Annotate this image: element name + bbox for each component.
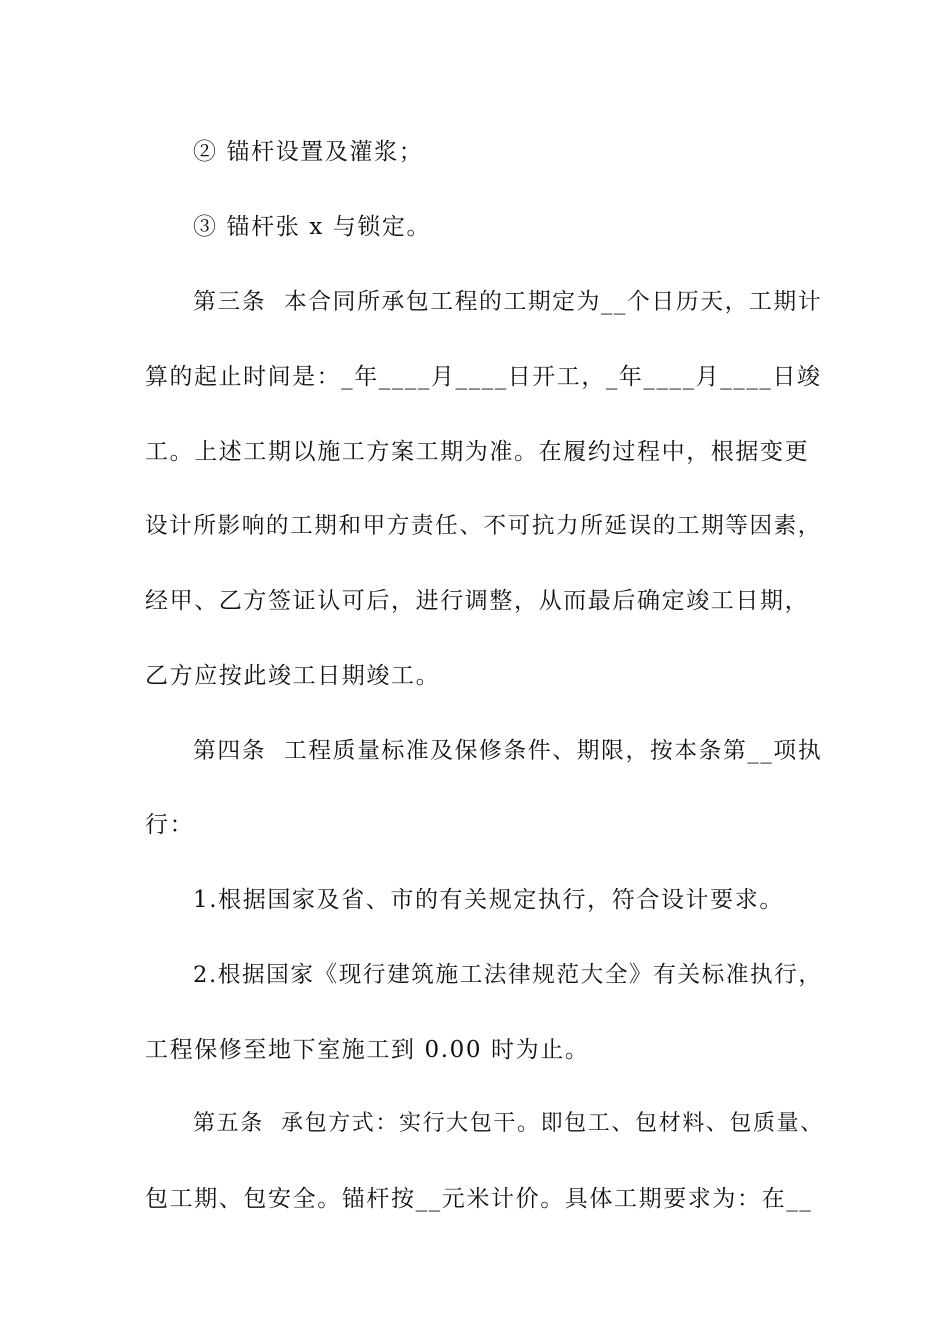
article-4-line-1: 第四条 工程质量标准及保修条件、期限，按本条第__项执 (193, 738, 823, 764)
item-3-anchor-tensioning: ③ 锚杆张 x 与锁定。 (193, 214, 432, 240)
article-4-item-1: 1.根据国家及省、市的有关规定执行，符合设计要求。 (193, 887, 784, 913)
article-3-line-1: 第三条 本合同所承包工程的工期定为__个日历天，工期计 (193, 289, 823, 315)
article-3-line-4: 设计所影响的工期和甲方责任、不可抗力所延误的工期等因素， (145, 513, 822, 539)
article-3-line-5: 经甲、乙方签证认可后，进行调整，从而最后确定竣工日期， (145, 588, 810, 614)
article-4-line-2: 行： (145, 812, 195, 838)
article-4-item-2-line-2: 工程保修至地下室施工到 0.00 时为止。 (145, 1037, 590, 1063)
article-3-line-2: 算的起止时间是：_年____月____日开工，_年____月____日竣 (145, 364, 822, 390)
article-4-item-2-line-1: 2.根据国家《现行建筑施工法律规范大全》有关标准执行， (193, 962, 823, 988)
item-2-anchor-setting: ② 锚杆设置及灌浆； (193, 139, 424, 165)
article-5-line-2: 包工期、包安全。锚杆按__元米计价。具体工期要求为：在__ (145, 1186, 813, 1212)
article-3-line-6: 乙方应按此竣工日期竣工。 (145, 663, 441, 689)
article-3-line-3: 工。上述工期以施工方案工期为准。在履约过程中，根据变更 (145, 439, 810, 465)
article-5-line-1: 第五条 承包方式：实行大包干。即包工、包材料、包质量、 (193, 1111, 824, 1136)
